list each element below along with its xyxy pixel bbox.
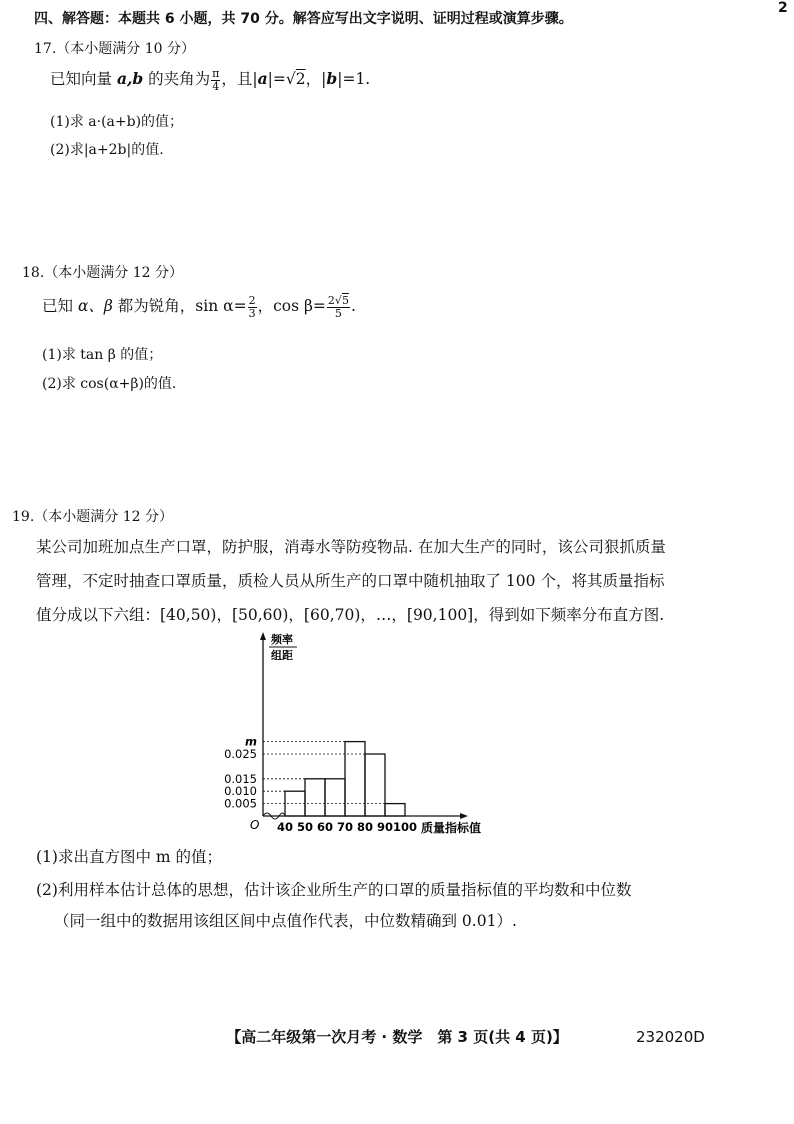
q19-line1: 某公司加班加点生产口罩，防护服，消毒水等防疫物品. 在加大生产的同时，该公司狠抓质量 — [36, 538, 666, 556]
q19-head: 19.（本小题满分 12 分） — [12, 509, 173, 525]
q18-cos-fraction: $\frac{2√5}{5}$ — [327, 293, 349, 320]
q18-sin-fraction: $\frac{2}{3}$ — [248, 293, 256, 320]
corner-mark: 2 — [778, 0, 788, 16]
y-tick-0.015: 0.015 — [224, 771, 257, 786]
y-tick-0.005: 0.005 — [224, 796, 257, 811]
histogram-bar-[60,70) — [325, 779, 345, 816]
q19-part2: (2)利用样本估计总体的思想，估计该企业所生产的口罩的质量指标值的平均数和中位数 — [36, 881, 632, 899]
x-axis-label: 质量指标值 — [421, 821, 482, 835]
x-tick-70: 70 — [336, 820, 354, 834]
x-tick-40: 40 — [276, 820, 294, 834]
q17-part1: (1)求 a·(a+b)的值； — [50, 114, 184, 130]
q17-part2: (2)求|a+2b|的值. — [50, 142, 164, 158]
y-label-top: 频率 — [271, 633, 293, 646]
paper-code: 232020D — [636, 1028, 705, 1046]
x-tick-50: 50 — [296, 820, 314, 834]
q18-stem: 已知 α、β 都为锐角，sin α= $\frac{2}{3}$ ，cos β= $\frac{2√5}{5}$ . — [42, 293, 356, 320]
y-axis-arrow — [260, 632, 266, 640]
q19-part1: (1)求出直方图中 m 的值； — [36, 848, 223, 866]
q19-part2-note: （同一组中的数据用该组区间中点值作代表，中位数精确到 0.01）. — [54, 912, 517, 930]
y-label-bottom: 组距 — [271, 649, 293, 662]
q18-head: 18.（本小题满分 12 分） — [22, 265, 183, 281]
q19-line2: 管理，不定时抽查口罩质量，质检人员从所生产的口罩中随机抽取了 100 个，将其质量指标 — [36, 572, 665, 590]
q17-stem: 已知向量 a,b 的夹角为 $\frac{\pi}{4}$ ，且|a|=√2，|b|=1. — [50, 66, 371, 93]
x-tick-90: 90 — [376, 820, 394, 834]
y-tick-m: m — [245, 734, 257, 749]
x-tick-60: 60 — [316, 820, 334, 834]
x-tick-80: 80 — [356, 820, 374, 834]
y-tick-0.025: 0.025 — [224, 747, 257, 761]
histogram-bar-[70,80) — [345, 742, 365, 816]
histogram-bar-[80,90) — [365, 754, 385, 816]
page-footer: 【高二年级第一次月考 · 数学 第 3 页(共 4 页)】 — [226, 1028, 568, 1046]
origin-label: O — [250, 818, 260, 832]
q19-line3: 值分成以下六组：[40,50)，[50,60)，[60,70)，…，[90,100]，得到如下频率分布直方图. — [36, 606, 665, 624]
histogram-bar-[90,100] — [385, 804, 405, 816]
histogram-bar-[50,60) — [305, 779, 325, 816]
q17-head: 17.（本小题满分 10 分） — [34, 41, 195, 57]
x-axis-arrow — [460, 813, 468, 819]
x-tick-100: 100 — [392, 820, 418, 834]
q17-angle-fraction: $\frac{\pi}{4}$ — [212, 66, 220, 93]
q18-part2: (2)求 cos(α+β)的值. — [42, 376, 177, 392]
section-header: 四、解答题：本题共 6 小题，共 70 分。解答应写出文字说明、证明过程或演算步骤。 — [34, 11, 573, 27]
y-tick-0.010: 0.010 — [224, 784, 257, 799]
q18-part1: (1)求 tan β 的值； — [42, 347, 163, 363]
